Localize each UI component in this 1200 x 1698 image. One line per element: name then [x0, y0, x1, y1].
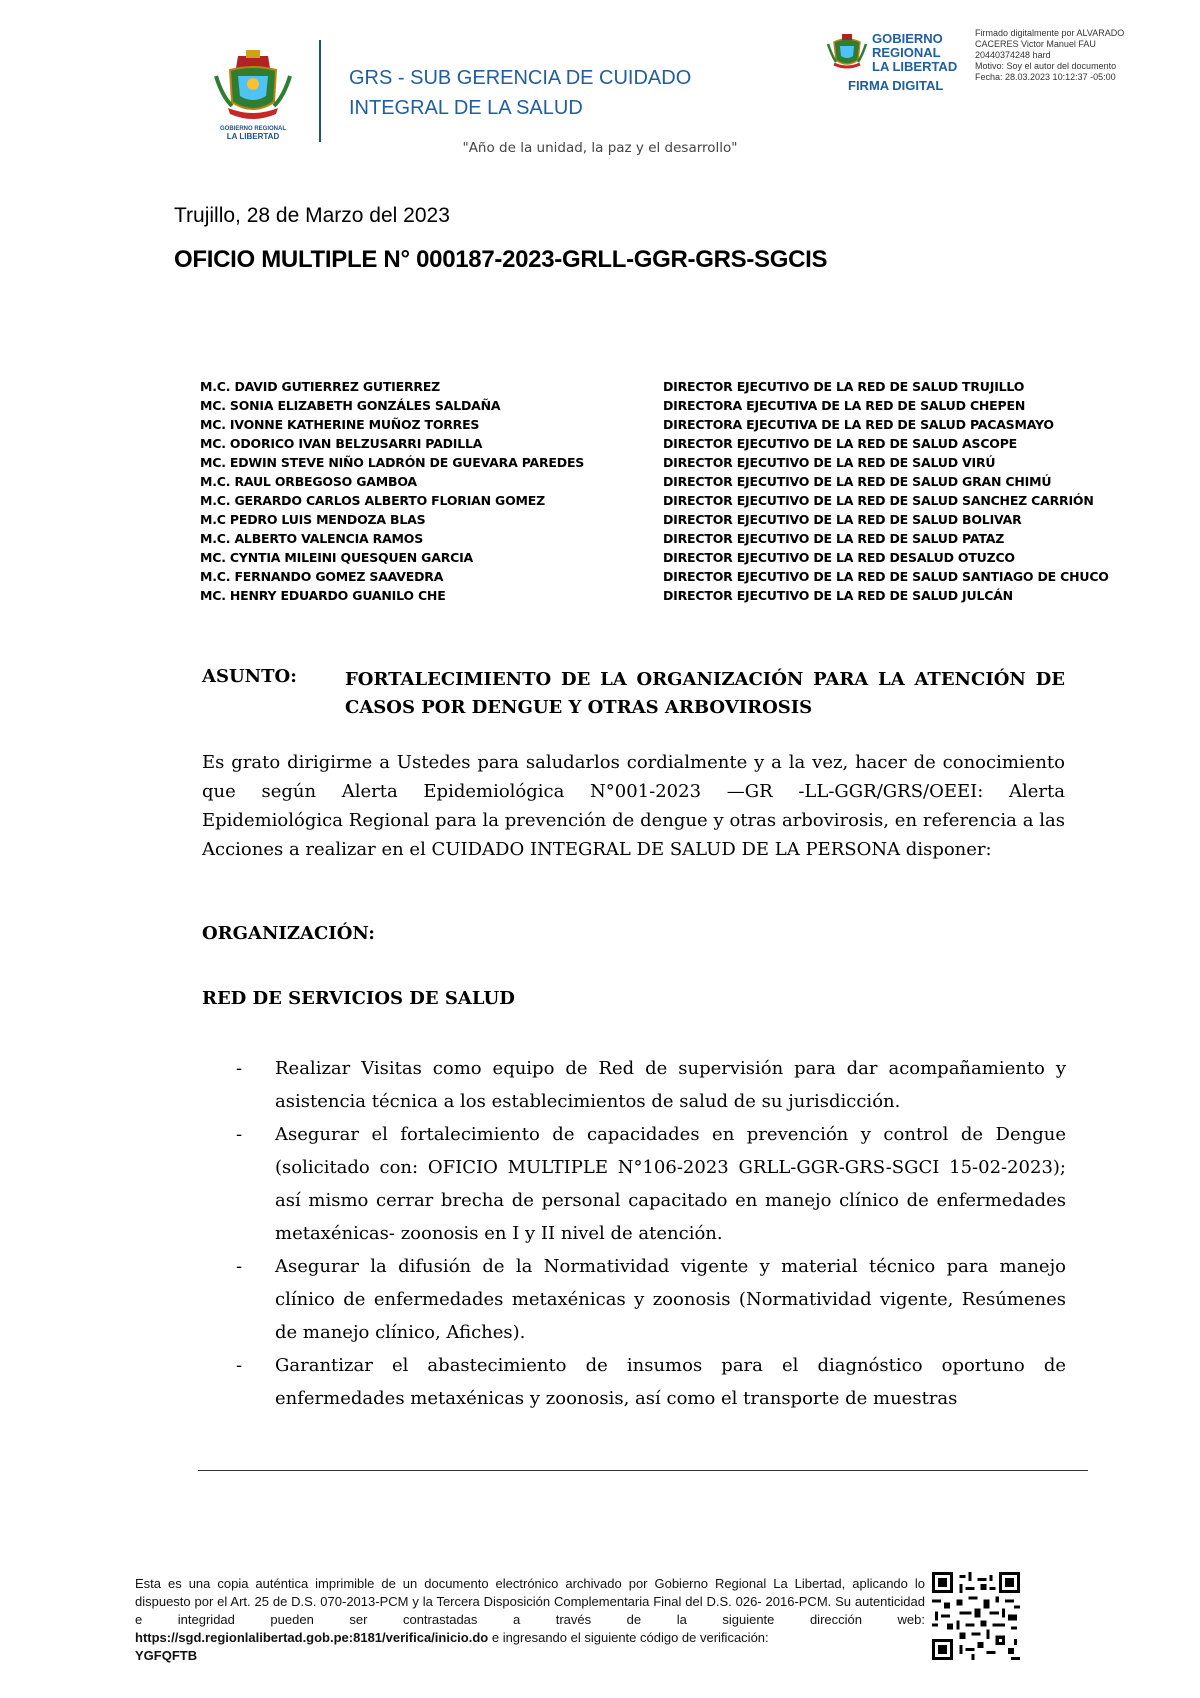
signature-meta-line: Fecha: 28.03.2023 10:12:37 -05:00	[975, 72, 1116, 82]
recipient-role: DIRECTOR EJECUTIVO DE LA RED DE SALUD BOLIVAR	[663, 512, 1022, 527]
recipient-role: DIRECTOR EJECUTIVO DE LA RED DE SALUD VIRÚ	[663, 455, 996, 470]
recipient-name: MC. IVONNE KATHERINE MUÑOZ TORRES	[200, 417, 480, 432]
page-bottom-rule	[198, 1470, 1088, 1471]
recipient-row	[200, 588, 1160, 607]
recipient-row	[200, 436, 1160, 455]
list-item-text: Asegurar la difusión de la Normatividad vigente y material técnico para manejo clínico de enfermedades metaxénicas y zoonosis (Normatividad vigente, Resúmenes de manejo clínico, Afiches).	[275, 1256, 1066, 1343]
signature-crest-icon	[826, 30, 868, 74]
recipient-name: MC. EDWIN STEVE NIÑO LADRÓN DE GUEVARA PAREDES	[200, 455, 585, 470]
signature-gov-line-1: GOBIERNO	[872, 31, 943, 46]
recipient-name: M.C. ALBERTO VALENCIA RAMOS	[200, 531, 424, 546]
recipient-role: DIRECTORA EJECUTIVA DE LA RED DE SALUD PACASMAYO	[663, 417, 1054, 432]
recipient-name: M.C PEDRO LUIS MENDOZA BLAS	[200, 512, 426, 527]
place-date: Trujillo, 28 de Marzo del 2023	[174, 204, 450, 227]
recipient-row	[200, 398, 1160, 417]
section-heading-organizacion: ORGANIZACIÓN:	[202, 923, 375, 944]
recipient-row	[200, 455, 1160, 474]
recipient-name: M.C. RAUL ORBEGOSO GAMBOA	[200, 474, 417, 489]
recipients-list	[200, 379, 1160, 607]
signature-meta-line: 20440374248 hard	[975, 50, 1051, 60]
list-item	[236, 1118, 1066, 1250]
recipient-name: MC. ODORICO IVAN BELZUSARRI PADILLA	[200, 436, 483, 451]
oficio-number: OFICIO MULTIPLE N° 000187-2023-GRLL-GGR-GRS-SGCIS	[174, 246, 828, 273]
gobierno-regional-crest-logo	[208, 46, 298, 142]
verification-url[interactable]: https://sgd.regionlalibertad.gob.pe:8181/verifica/inicio.do	[135, 1630, 489, 1645]
header-divider	[319, 40, 321, 142]
bullet-marker: -	[236, 1124, 243, 1145]
recipient-row	[200, 379, 1160, 398]
authenticity-tail: e ingresando el siguiente código de verificación:	[488, 1630, 769, 1645]
department-line-1: GRS - SUB GERENCIA DE CUIDADO	[349, 67, 692, 89]
subject-text: FORTALECIMIENTO DE LA ORGANIZACIÓN PARA LA ATENCIÓN DE CASOS POR DENGUE Y OTRAS ARBOVIROSIS	[345, 669, 1065, 718]
recipient-name: M.C. FERNANDO GOMEZ SAAVEDRA	[200, 569, 444, 584]
authenticity-notice	[135, 1575, 925, 1665]
recipient-row	[200, 417, 1160, 436]
signature-gov-line-2: REGIONAL	[872, 45, 941, 60]
list-item	[236, 1349, 1066, 1415]
recipient-role: DIRECTORA EJECUTIVA DE LA RED DE SALUD CHEPEN	[663, 398, 1026, 413]
subject-label: ASUNTO:	[202, 666, 297, 687]
crest-caption-top: GOBIERNO REGIONAL	[219, 126, 287, 132]
year-motto: "Año de la unidad, la paz y el desarrollo"	[462, 140, 738, 156]
intro-paragraph: Es grato dirigirme a Ustedes para saludarlos cordialmente y a la vez, hacer de conocimiento que según Alerta Epidemiológica N°001-2023 —GR -LL-GGR/GRS/OEEI: Alerta Epidemiológica Regional para la prevención de dengue y otras arbovirosis, en referencia a las Acciones a realizar en el CUIDADO INTEGRAL DE SALUD DE LA PERSONA disponer:	[202, 752, 1065, 860]
recipient-name: M.C. DAVID GUTIERREZ GUTIERREZ	[200, 379, 441, 394]
verification-code: YGFQFTB	[135, 1648, 198, 1663]
signature-gov-line-3: LA LIBERTAD	[872, 59, 958, 74]
list-item	[236, 1052, 1066, 1118]
signature-meta-line: CACERES Victor Manuel FAU	[975, 39, 1096, 49]
recipient-name: MC. CYNTIA MILEINI QUESQUEN GARCIA	[200, 550, 474, 565]
recipient-role: DIRECTOR EJECUTIVO DE LA RED DESALUD OTUZCO	[663, 550, 1015, 565]
recipient-row	[200, 474, 1160, 493]
recipient-role: DIRECTOR EJECUTIVO DE LA RED DE SALUD SANTIAGO DE CHUCO	[663, 569, 1109, 584]
department-name	[349, 63, 769, 123]
signature-meta-line: Firmado digitalmente por ALVARADO	[975, 28, 1125, 38]
list-item-text: Realizar Visitas como equipo de Red de supervisión para dar acompañamiento y asistencia técnica a los establecimientos de salud de su jurisdicción.	[275, 1058, 1066, 1112]
qr-code-icon	[932, 1572, 1020, 1660]
recipient-row	[200, 531, 1160, 550]
list-item-text: Asegurar el fortalecimiento de capacidades en prevención y control de Dengue (solicitado con: OFICIO MULTIPLE N°106-2023 GRLL-GGR-GRS-SGCI 15-02-2023); así mismo cerrar brecha de personal capacitado en manejo clínico de enfermedades metaxénicas- zoonosis en I y II nivel de atención.	[275, 1124, 1066, 1244]
bullet-marker: -	[236, 1058, 243, 1079]
recipient-role: DIRECTOR EJECUTIVO DE LA RED DE SALUD JULCÁN	[663, 588, 1013, 603]
recipient-name: M.C. GERARDO CARLOS ALBERTO FLORIAN GOMEZ	[200, 493, 545, 508]
firma-digital-label: FIRMA DIGITAL	[848, 78, 944, 93]
department-line-2: INTEGRAL DE LA SALUD	[349, 97, 583, 119]
recipient-row	[200, 512, 1160, 531]
authenticity-text: Esta es una copia auténtica imprimible de un documento electrónico archivado por Gobierno Regional La Libertad, aplicando lo dispuesto por el Art. 25 de D.S. 070-2013-PCM y la Tercera Disposición Complementaria Final del D.S. 026- 2016-PCM. Su autenticidad e integridad pueden ser contrastadas a través de la siguiente dirección web:	[135, 1576, 925, 1627]
recipient-row	[200, 550, 1160, 569]
list-item-text: Garantizar el abastecimiento de insumos para el diagnóstico oportuno de enfermedades metaxénicas y zoonosis, así como el transporte de muestras	[275, 1355, 1066, 1409]
bullet-marker: -	[236, 1355, 243, 1376]
signature-metadata	[975, 28, 1185, 83]
crest-caption-bottom: LA LIBERTAD	[226, 132, 280, 141]
recipient-name: MC. HENRY EDUARDO GUANILO CHE	[200, 588, 446, 603]
recipient-name: MC. SONIA ELIZABETH GONZÁLES SALDAÑA	[200, 398, 501, 413]
bullet-marker: -	[236, 1256, 243, 1277]
list-item	[236, 1250, 1066, 1349]
recipient-role: DIRECTOR EJECUTIVO DE LA RED DE SALUD PATAZ	[663, 531, 1005, 546]
signature-meta-line: Motivo: Soy el autor del documento	[975, 61, 1117, 71]
recipient-role: DIRECTOR EJECUTIVO DE LA RED DE SALUD TRUJILLO	[663, 379, 1025, 394]
recipient-row	[200, 493, 1160, 512]
section-heading-red-servicios: RED DE SERVICIOS DE SALUD	[202, 988, 515, 1009]
recipient-role: DIRECTOR EJECUTIVO DE LA RED DE SALUD ASCOPE	[663, 436, 1018, 451]
recipient-role: DIRECTOR EJECUTIVO DE LA RED DE SALUD SANCHEZ CARRIÓN	[663, 493, 1094, 508]
recipient-role: DIRECTOR EJECUTIVO DE LA RED DE SALUD GRAN CHIMÚ	[663, 474, 1052, 489]
action-list	[236, 1052, 1066, 1415]
recipient-row	[200, 569, 1160, 588]
signature-gov-name	[872, 32, 957, 74]
